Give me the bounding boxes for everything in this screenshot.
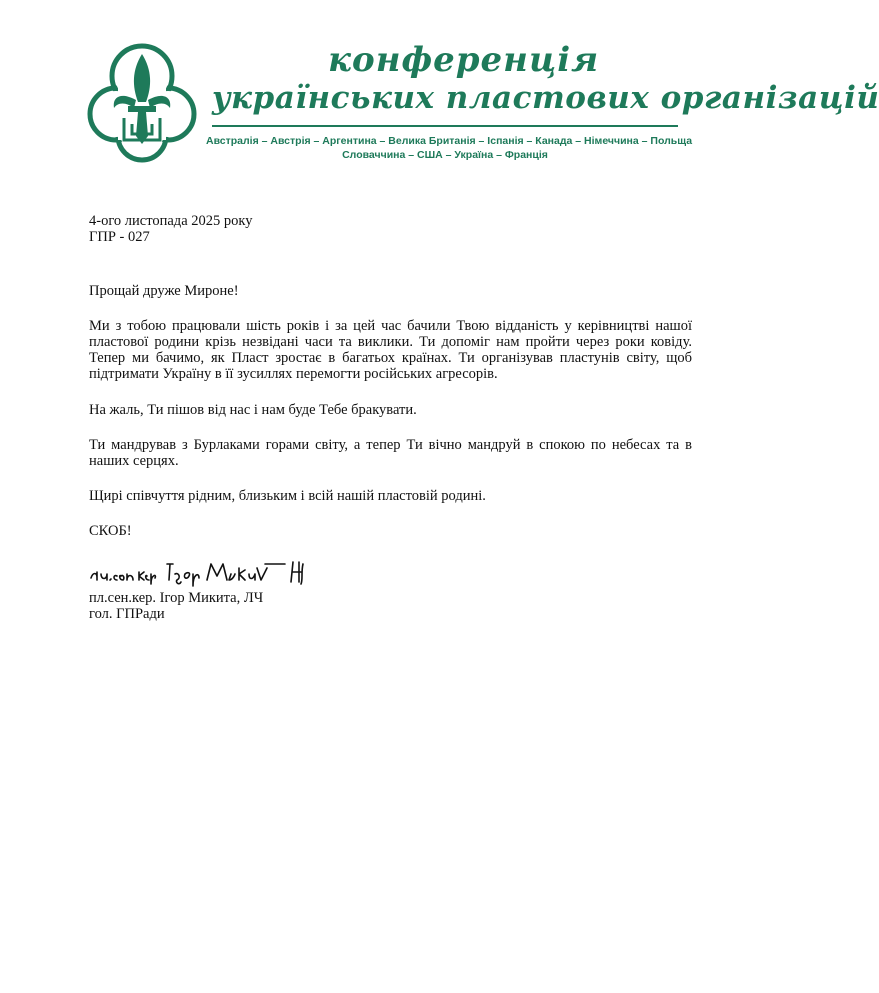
letter-date: 4-ого листопада 2025 року bbox=[89, 213, 253, 229]
letter-closing: СКОБ! bbox=[89, 523, 132, 539]
countries-line1: Австралія – Австрія – Аргентина – Велика Британія – Іспанія – Канада – Німеччина – Польща bbox=[206, 135, 693, 147]
paragraph-1: Ми з тобою працювали шість років і за цей час бачили Твою відданість у керівництві нашої пластової родини крізь незвідані часи та виклики. Ти допоміг нам пройти через роки ковіду. Тепер ми бачимо, як Пласт зростає в багатьох країнах. Ти організував пластунів світу, щоб підтримати Україну в її зусиллях перемогти російських агресорів. bbox=[89, 318, 692, 382]
letter-reference: ГПР - 027 bbox=[89, 229, 150, 245]
letterhead bbox=[88, 40, 879, 170]
handwritten-signature bbox=[89, 558, 309, 588]
org-title-line1: конференція bbox=[328, 40, 600, 80]
countries-line2: Словаччина – США – Україна – Франція bbox=[342, 149, 548, 161]
signer-title: гол. ГПРади bbox=[89, 606, 165, 622]
org-title-line2: українських пластових організацій bbox=[212, 80, 879, 116]
paragraph-3: Ти мандрував з Бурлаками горами світу, а тепер Ти вічно мандруй в спокою по небесах та в наших серцях. bbox=[89, 437, 692, 469]
paragraph-2: На жаль, Ти пішов від нас і нам буде Тебе бракувати. bbox=[89, 402, 417, 418]
signer-name: пл.сен.кер. Ігор Микита, ЛЧ bbox=[89, 590, 264, 606]
letter-greeting: Прощай друже Мироне! bbox=[89, 283, 239, 299]
plast-emblem-icon bbox=[88, 40, 196, 164]
letterhead-divider bbox=[212, 125, 678, 127]
paragraph-4: Щирі співчуття рідним, близьким і всій нашій пластовій родині. bbox=[89, 488, 486, 504]
